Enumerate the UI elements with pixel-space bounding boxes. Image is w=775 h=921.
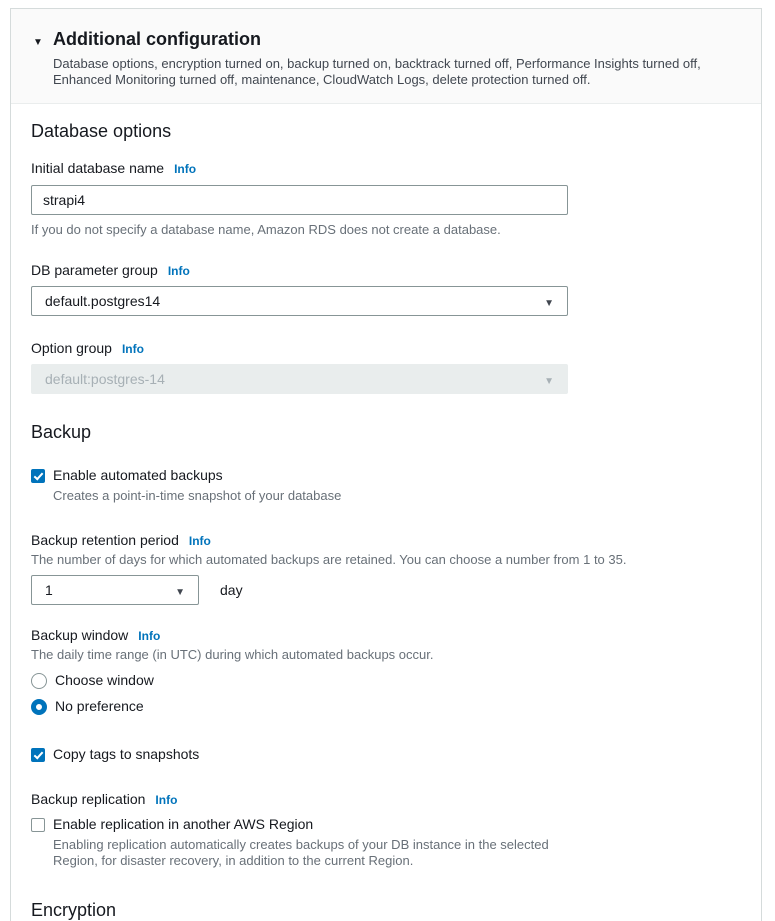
backup-retention-select[interactable] [31, 575, 199, 605]
option-group-label: Option group [31, 339, 112, 356]
info-link-initial-database-name[interactable]: Info [174, 162, 197, 176]
info-link-backup-retention[interactable]: Info [188, 534, 211, 548]
choose-window-radio[interactable] [31, 673, 47, 689]
initial-database-name-label: Initial database name [31, 160, 165, 176]
initial-database-name-field [31, 160, 741, 238]
backup-retention-label: Backup retention period [31, 532, 179, 548]
info-link-option-group[interactable]: Info [121, 341, 144, 356]
backup-retention-field [31, 532, 741, 605]
choose-window-label: Choose window [55, 672, 154, 688]
choose-window-option [31, 672, 741, 690]
encryption-heading: Encryption [31, 900, 117, 920]
option-group-value: default:postgres-14 [45, 370, 165, 387]
no-preference-option [31, 698, 741, 716]
backup-retention-value: 1 [45, 581, 53, 598]
backup-retention-description: The number of days for which automated backups are retained. You can choose a number from 1 to 35. [31, 552, 627, 567]
enable-automated-backups-label: Enable automated backups [53, 466, 223, 483]
section-summary: Database options, encryption turned on, backup turned on, backtrack turned off, Performance Insights turned off, Enhanced Monitoring turned off, maintenance, CloudWatch Logs, delete protection turned off. [53, 56, 701, 87]
enable-automated-backups-row [31, 467, 741, 504]
enable-replication-description: Enabling replication automatically creates backups of your DB instance in the selected Region, for disaster recovery, in addition to the current Region. [53, 837, 549, 868]
info-link-backup-window[interactable]: Info [138, 628, 161, 643]
backup-window-field [31, 627, 741, 717]
db-parameter-group-select[interactable] [31, 286, 568, 316]
expander-header-text [53, 28, 729, 87]
initial-database-name-input[interactable] [31, 185, 568, 215]
db-parameter-group-field [31, 262, 741, 316]
backup-heading: Backup [31, 421, 92, 442]
no-preference-radio[interactable] [31, 699, 47, 715]
backup-retention-unit: day [220, 581, 243, 598]
enable-replication-checkbox[interactable] [31, 818, 45, 832]
backup-window-description: The daily time range (in UTC) during which automated backups occur. [31, 646, 434, 662]
chevron-down-icon [544, 293, 554, 309]
info-link-db-parameter-group[interactable]: Info [167, 263, 190, 278]
copy-tags-checkbox[interactable] [31, 748, 45, 762]
enable-automated-backups-description: Creates a point-in-time snapshot of your database [53, 487, 342, 503]
database-options-heading: Database options [31, 121, 172, 141]
section-title: Additional configuration [53, 29, 261, 49]
panel-content [11, 104, 761, 921]
chevron-down-icon [175, 582, 185, 598]
info-link-backup-replication[interactable]: Info [155, 793, 178, 807]
backup-window-label: Backup window [31, 626, 129, 643]
option-group-field [31, 340, 741, 394]
option-group-select [31, 364, 568, 394]
enable-automated-backups-checkbox[interactable] [31, 469, 45, 483]
copy-tags-label: Copy tags to snapshots [53, 746, 200, 762]
chevron-down-icon [544, 371, 554, 387]
initial-database-name-hint: If you do not specify a database name, Amazon RDS does not create a database. [31, 222, 501, 237]
backup-replication-field [31, 791, 741, 807]
backup-replication-label: Backup replication [31, 791, 146, 807]
enable-replication-row [31, 816, 741, 868]
no-preference-label: No preference [55, 698, 144, 714]
copy-tags-row [31, 746, 741, 764]
additional-configuration-expander[interactable] [11, 9, 761, 104]
expander-triangle-icon [33, 32, 53, 50]
additional-configuration-panel [10, 8, 762, 921]
enable-replication-label: Enable replication in another AWS Region [53, 816, 314, 832]
db-parameter-group-value: default.postgres14 [45, 292, 161, 309]
db-parameter-group-label: DB parameter group [31, 261, 158, 278]
